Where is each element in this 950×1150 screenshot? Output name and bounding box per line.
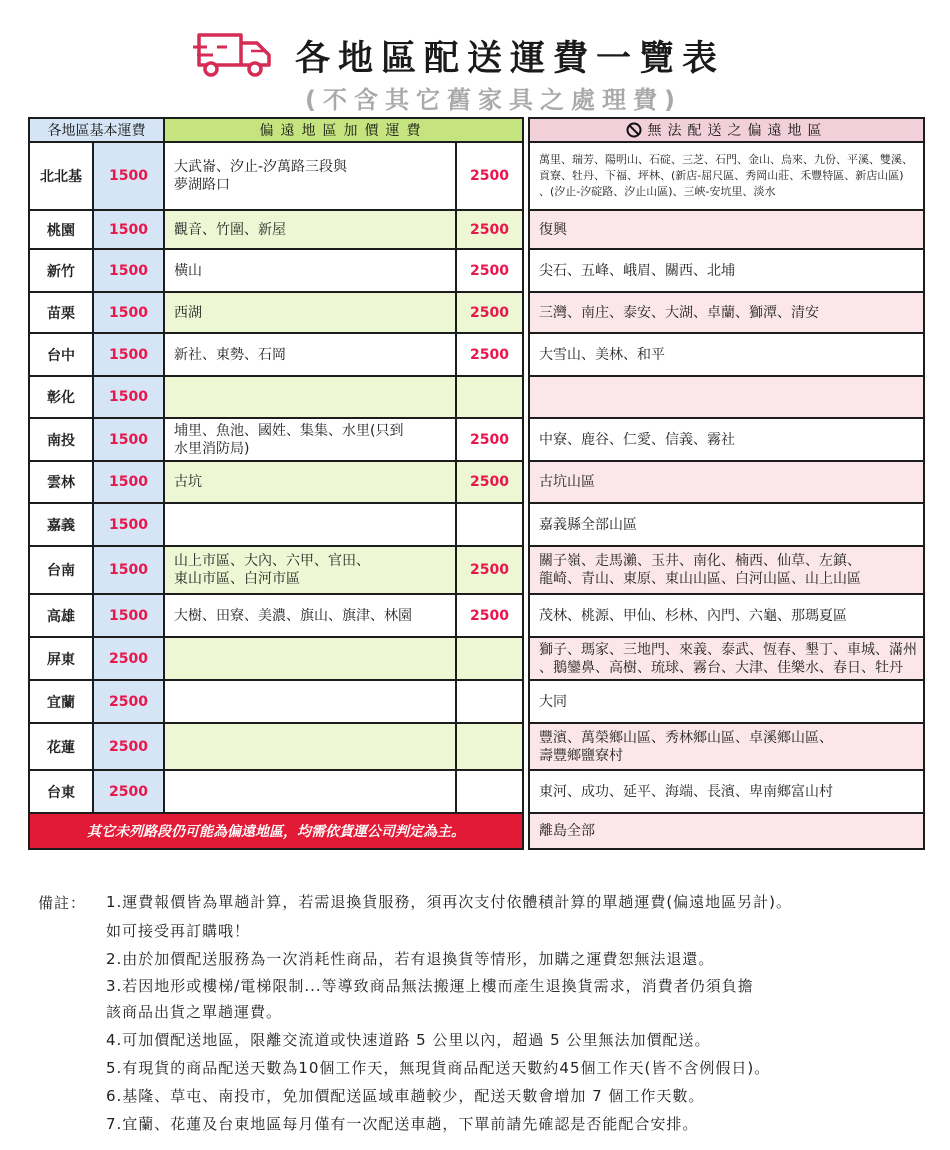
no-delivery-areas [529, 461, 924, 503]
line-text: 東山市區、白河市區 [174, 571, 300, 587]
header-no-delivery [529, 118, 924, 142]
region-name: 南投 [29, 418, 93, 461]
line-text: 龍崎、青山、東原、東山山區、白河山區、山上山區 [539, 571, 861, 587]
note-line: 2.由於加價配送服務為一次消耗性商品，若有退換貨等情形，加購之運費恕無法退還。 [106, 950, 715, 968]
remote-price [456, 376, 523, 418]
region-name: 北北基 [29, 142, 93, 210]
remote-areas [164, 292, 456, 333]
line-text: 關子嶺、走馬瀨、玉井、南化、楠西、仙草、左鎮、 [539, 553, 861, 569]
table-row [29, 594, 924, 637]
base-price: 2500 [93, 770, 164, 813]
line-text: 萬里、瑞芳、陽明山、石碇、三芝、石門、金山、烏來、九份、平溪、雙溪、 [539, 153, 913, 166]
line-text: 茂林、桃源、甲仙、杉林、內門、六龜、那瑪夏區 [539, 607, 847, 624]
no-entry-icon [626, 122, 642, 138]
remote-price: 2500 [456, 594, 523, 637]
remote-areas [164, 546, 456, 594]
delivery-truck-icon [193, 27, 275, 79]
region-name: 花蓮 [29, 723, 93, 770]
page-title: 各地區配送運費一覽表 [295, 39, 726, 79]
no-delivery-areas [529, 637, 924, 680]
base-price: 1500 [93, 376, 164, 418]
note-line: 如可接受再訂購哦！ [106, 922, 251, 940]
no-delivery-areas [529, 770, 924, 813]
remote-areas [164, 637, 456, 680]
table-row [29, 680, 924, 723]
remote-price: 2500 [456, 546, 523, 594]
table-footer-row [29, 813, 924, 849]
remote-price [456, 680, 523, 723]
line-text: 、(汐止-汐碇路、汐止山區)、三峽-安坑里、淡水 [539, 185, 776, 198]
header-remote-fee: 偏遠地區加價運費 [164, 118, 523, 142]
table-row [29, 142, 924, 210]
base-price: 1500 [93, 210, 164, 249]
remote-price: 2500 [456, 142, 523, 210]
remote-price: 2500 [456, 210, 523, 249]
line-text: 古坑山區 [539, 474, 595, 490]
line-text: 觀音、竹圍、新屋 [174, 221, 286, 238]
table-row [29, 546, 924, 594]
line-text: 山上市區、大內、六甲、官田、 [174, 553, 370, 569]
remote-areas [164, 770, 456, 813]
base-price: 1500 [93, 546, 164, 594]
no-delivery-areas [529, 210, 924, 249]
region-name: 新竹 [29, 249, 93, 292]
remote-areas [164, 594, 456, 637]
remote-price [456, 637, 523, 680]
table-row [29, 292, 924, 333]
line-text: 壽豐鄉鹽寮村 [539, 747, 623, 764]
note-line: 1.運費報價皆為單趟計算，若需退換貨服務，須再次支付依體積計算的單趟運費(偏遠地區另計)。 [106, 893, 793, 911]
line-text: 大雪山、美林、和平 [539, 346, 665, 363]
remote-areas [164, 680, 456, 723]
line-text: 大同 [539, 693, 567, 710]
base-price: 1500 [93, 142, 164, 210]
remote-areas [164, 249, 456, 292]
line-text: 尖石、五峰、峨眉、關西、北埔 [539, 262, 735, 279]
line-text: 夢湖路口 [174, 177, 230, 193]
region-name: 台東 [29, 770, 93, 813]
note-line: 5.有現貨的商品配送天數為10個工作天，無現貨商品配送天數約45個工作天(皆不含例假日)。 [106, 1059, 771, 1077]
remote-price: 2500 [456, 249, 523, 292]
line-text: 、鵝鑾鼻、高樹、琉球、霧台、大津、佳樂水、春日、牡丹 [539, 659, 903, 676]
table-row [29, 461, 924, 503]
remote-areas [164, 333, 456, 376]
region-name: 桃園 [29, 210, 93, 249]
base-price: 1500 [93, 418, 164, 461]
table-row [29, 376, 924, 418]
shipping-fee-table [28, 117, 925, 850]
no-delivery-areas [529, 142, 924, 210]
header-base-fee: 各地區基本運費 [29, 118, 164, 142]
remote-price: 2500 [456, 292, 523, 333]
region-name: 宜蘭 [29, 680, 93, 723]
no-delivery-areas [529, 333, 924, 376]
region-name: 高雄 [29, 594, 93, 637]
no-delivery-areas [529, 546, 924, 594]
base-price: 1500 [93, 594, 164, 637]
notes-label: 備註： [38, 894, 87, 912]
remote-price [456, 770, 523, 813]
remote-areas [164, 210, 456, 249]
note-line: 3.若因地形或樓梯/電梯限制...等導致商品無法搬運上樓而產生退換貨需求，消費者仍須負擔 [106, 977, 754, 995]
no-delivery-areas [529, 418, 924, 461]
table-row [29, 418, 924, 461]
note-line: 4.可加價配送地區，限離交流道或快速道路 5 公里以內，超過 5 公里無法加價配送。 [106, 1031, 711, 1049]
page-header [0, 25, 950, 114]
table-row [29, 503, 924, 546]
table-row [29, 723, 924, 770]
base-price: 2500 [93, 637, 164, 680]
line-text: 古坑 [174, 474, 202, 490]
line-text: 西湖 [174, 304, 202, 321]
line-text: 東河、成功、延平、海端、長濱、卑南鄉富山村 [539, 783, 833, 800]
region-name: 彰化 [29, 376, 93, 418]
line-text: 橫山 [174, 262, 202, 279]
region-name: 苗栗 [29, 292, 93, 333]
line-text: 嘉義縣全部山區 [539, 516, 637, 533]
line-text: 豐濱、萬榮鄉山區、秀林鄉山區、卓溪鄉山區、 [539, 729, 833, 746]
line-text: 復興 [539, 221, 567, 238]
page-subtitle: (不含其它舊家具之處理費) [305, 86, 682, 114]
no-delivery-areas [529, 680, 924, 723]
line-text: 水里消防局) [174, 440, 250, 457]
base-price: 1500 [93, 333, 164, 376]
no-delivery-areas [529, 594, 924, 637]
note-line: 該商品出貨之單趟運費。 [106, 1003, 283, 1021]
remote-areas [164, 376, 456, 418]
line-text: 獅子、瑪家、三地門、來義、泰武、恆春、墾丁、車城、滿州 [539, 641, 917, 658]
remote-price [456, 723, 523, 770]
note-line: 6.基隆、草屯、南投市，免加價配送區域車趟較少，配送天數會增加 7 個工作天數。 [106, 1087, 705, 1105]
no-delivery-areas [529, 376, 924, 418]
table-row [29, 770, 924, 813]
remote-areas [164, 503, 456, 546]
base-price: 1500 [93, 461, 164, 503]
line-text: 新社、東勢、石岡 [174, 346, 286, 363]
table-row [29, 333, 924, 376]
table-row [29, 249, 924, 292]
line-text: 大武崙、汐止-汐萬路三段與 [174, 159, 348, 175]
line-text: 大樹、田寮、美濃、旗山、旗津、林園 [174, 607, 412, 624]
line-text: 中寮、鹿谷、仁愛、信義、霧社 [539, 431, 735, 448]
base-price: 2500 [93, 680, 164, 723]
table-row [29, 637, 924, 680]
region-name: 台中 [29, 333, 93, 376]
line-text: 埔里、魚池、國姓、集集、水里(只到 [174, 422, 404, 439]
base-price: 1500 [93, 249, 164, 292]
remote-price: 2500 [456, 333, 523, 376]
remote-price: 2500 [456, 418, 523, 461]
footer-note: 其它未列路段仍可能為偏遠地區，均需依貨運公司判定為主。 [29, 813, 523, 849]
table-header-row [29, 118, 924, 142]
remote-price: 2500 [456, 461, 523, 503]
remote-areas [164, 418, 456, 461]
line-text: 三灣、南庄、泰安、大湖、卓蘭、獅潭、清安 [539, 304, 819, 321]
region-name: 屏東 [29, 637, 93, 680]
line-text: 貢寮、牡丹、下福、坪林、(新店-屈尺區、秀岡山莊、禾豐特區、新店山區) [539, 169, 904, 182]
remote-areas [164, 723, 456, 770]
table-row [29, 210, 924, 249]
no-delivery-areas [529, 292, 924, 333]
base-price: 1500 [93, 292, 164, 333]
base-price: 2500 [93, 723, 164, 770]
region-name: 雲林 [29, 461, 93, 503]
base-price: 1500 [93, 503, 164, 546]
header-no-delivery-label: 無法配送之偏遠地區 [647, 123, 828, 139]
footer-no-delivery: 離島全部 [529, 813, 924, 849]
remote-areas [164, 461, 456, 503]
no-delivery-areas [529, 249, 924, 292]
note-line: 7.宜蘭、花蓮及台東地區每月僅有一次配送車趟，下單前請先確認是否能配合安排。 [106, 1115, 699, 1133]
region-name: 嘉義 [29, 503, 93, 546]
remote-price [456, 503, 523, 546]
no-delivery-areas [529, 503, 924, 546]
no-delivery-areas [529, 723, 924, 770]
region-name: 台南 [29, 546, 93, 594]
remote-areas [164, 142, 456, 210]
